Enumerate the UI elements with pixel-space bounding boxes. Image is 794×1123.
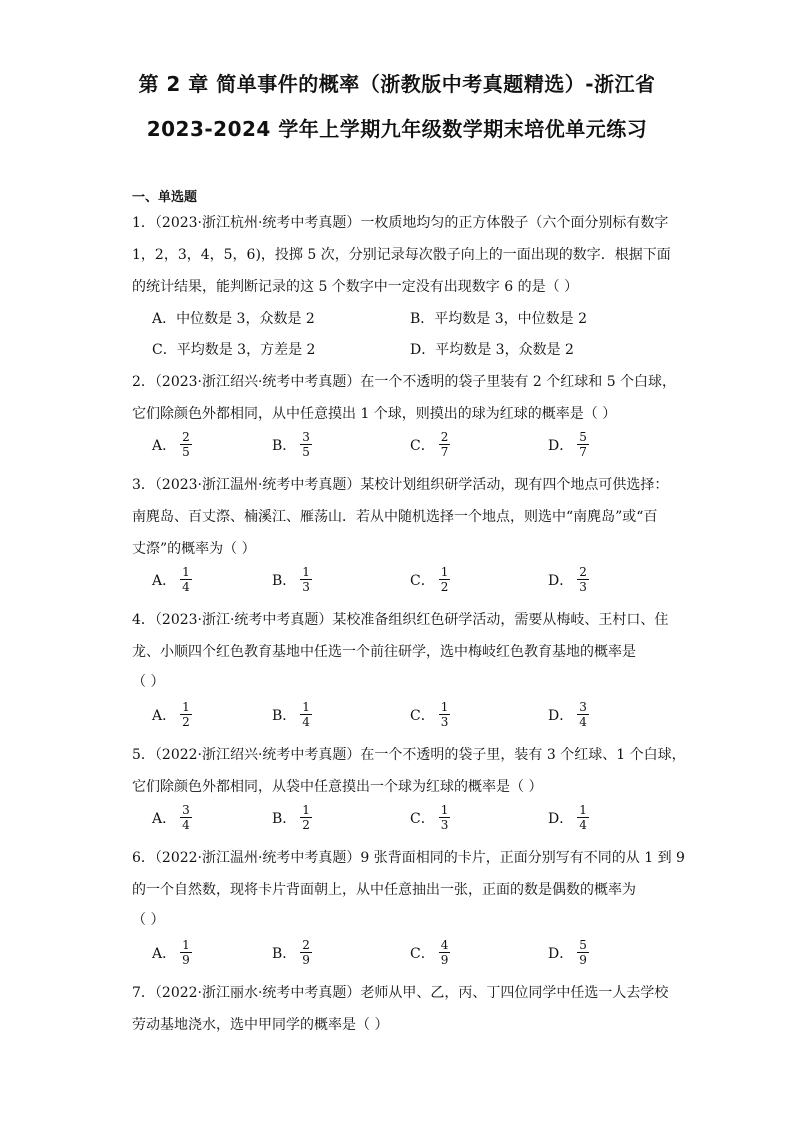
question-text-line: 3．（2023·浙江温州·统考中考真题）某校计划组织研学活动，现有四个地点可供选择： — [132, 477, 669, 493]
fraction: $\frac{5}{9}$ — [579, 938, 587, 967]
question-text-line: （ ） — [132, 912, 165, 928]
option-d: D． $\frac{1}{4}$ — [548, 803, 587, 832]
option-c: C． $\frac{1}{2}$ — [410, 565, 449, 594]
fraction: $\frac{1}{3}$ — [302, 565, 310, 594]
option-d: D． $\frac{2}{3}$ — [548, 565, 587, 594]
question-text-line: 的统计结果，能判断记录的这 5 个数字中一定没有出现数字 6 的是（ ） — [132, 279, 579, 295]
fraction: $\frac{2}{9}$ — [302, 938, 310, 967]
option-d: D． $\frac{3}{4}$ — [548, 700, 587, 729]
option-b: B． $\frac{3}{5}$ — [272, 430, 310, 459]
question-text-line: （ ） — [132, 674, 165, 690]
option-b: B． $\frac{2}{9}$ — [272, 938, 310, 967]
question-text-line: 6．（2022·浙江温州·统考中考真题）9 张背面相同的卡片，正面分别写有不同的从 1 到 9 — [132, 850, 685, 866]
option-b: B． $\frac{1}{2}$ — [272, 803, 310, 832]
question-text-line: 它们除颜色外都相同，从中任意摸出 1 个球，则摸出的球为红球的概率是（ ） — [132, 406, 617, 422]
option-d: D． $\frac{5}{7}$ — [548, 430, 587, 459]
option-a: A． $\frac{1}{4}$ — [152, 565, 190, 594]
fraction: $\frac{4}{9}$ — [440, 938, 449, 967]
document-title-line-2: 2023-2024 学年上学期九年级数学期末培优单元练习 — [146, 117, 648, 141]
option-d: D．平均数是 3，众数是 2 — [410, 342, 574, 358]
question-text-line: 龙、小顺四个红色教育基地中任选一个前往研学，选中梅岐红色教育基地的概率是 — [132, 644, 636, 660]
fraction: $\frac{1}{4}$ — [302, 700, 310, 729]
fraction: $\frac{1}{9}$ — [182, 938, 190, 967]
question-text-line: 南麂岛、百丈漈、楠溪江、雁荡山．若从中随机选择一个地点，则选中“南麂岛”或“百 — [132, 509, 658, 525]
question-text-line: 5．（2022·浙江绍兴·统考中考真题）在一个不透明的袋子里，装有 3 个红球、1 个白球， — [132, 747, 686, 763]
fraction: $\frac{2}{5}$ — [182, 430, 190, 459]
fraction: $\frac{1}{4}$ — [182, 565, 190, 594]
option-a: A． $\frac{3}{4}$ — [152, 803, 190, 832]
fraction: $\frac{2}{3}$ — [579, 565, 587, 594]
fraction: $\frac{5}{7}$ — [579, 430, 587, 459]
document-title-line-1: 第 2 章 简单事件的概率（浙教版中考真题精选）-浙江省 — [138, 72, 656, 96]
fraction: $\frac{3}{5}$ — [302, 430, 310, 459]
question-text-line: 2．（2023·浙江绍兴·统考中考真题）在一个不透明的袋子里装有 2 个红球和 5 个白球， — [132, 374, 677, 390]
option-c: C． $\frac{1}{3}$ — [410, 700, 449, 729]
fraction: $\frac{1}{2}$ — [440, 565, 449, 594]
question-text-line: 劳动基地浇水，选中甲同学的概率是（ ） — [132, 1017, 389, 1033]
question-text-line: 的一个自然数，现将卡片背面朝上，从中任意抽出一张，正面的数是偶数的概率为 — [132, 882, 636, 898]
fraction: $\frac{3}{4}$ — [182, 803, 190, 832]
option-a: A． $\frac{2}{5}$ — [152, 430, 190, 459]
option-b: B． $\frac{1}{4}$ — [272, 700, 310, 729]
section-heading: 一、单选题 — [132, 190, 198, 205]
fraction: $\frac{1}{2}$ — [182, 700, 190, 729]
question-text-line: 它们除颜色外都相同，从袋中任意摸出一个球为红球的概率是（ ） — [132, 779, 543, 795]
fraction: $\frac{1}{3}$ — [440, 803, 449, 832]
option-b: B．平均数是 3，中位数是 2 — [410, 311, 588, 327]
option-a: A．中位数是 3，众数是 2 — [152, 311, 315, 327]
question-text-line: 7．（2022·浙江丽水·统考中考真题）老师从甲、乙，丙、丁四位同学中任选一人去学校 — [132, 985, 669, 1001]
question-text-line: 1．（2023·浙江杭州·统考中考真题）一枚质地均匀的正方体骰子（六个面分别标有数字 — [132, 215, 669, 231]
option-d: D． $\frac{5}{9}$ — [548, 938, 587, 967]
question-text-line: 1，2，3，4，5，6)，投掷 5 次，分别记录每次骰子向上的一面出现的数字．根据下面 — [132, 247, 671, 263]
option-c: C． $\frac{4}{9}$ — [410, 938, 449, 967]
fraction: $\frac{1}{4}$ — [579, 803, 587, 832]
question-text-line: 丈漈”的概率为（ ） — [132, 541, 256, 557]
fraction: $\frac{2}{7}$ — [440, 430, 449, 459]
fraction: $\frac{3}{4}$ — [579, 700, 587, 729]
fraction: $\frac{1}{3}$ — [440, 700, 449, 729]
fraction: $\frac{1}{2}$ — [302, 803, 310, 832]
option-c: C．平均数是 3，方差是 2 — [152, 342, 316, 358]
option-a: A． $\frac{1}{9}$ — [152, 938, 190, 967]
option-a: A． $\frac{1}{2}$ — [152, 700, 190, 729]
option-c: C． $\frac{2}{7}$ — [410, 430, 449, 459]
option-b: B． $\frac{1}{3}$ — [272, 565, 310, 594]
option-c: C． $\frac{1}{3}$ — [410, 803, 449, 832]
question-text-line: 4．（2023·浙江·统考中考真题）某校准备组织红色研学活动，需要从梅岐、王村口、住 — [132, 612, 669, 628]
